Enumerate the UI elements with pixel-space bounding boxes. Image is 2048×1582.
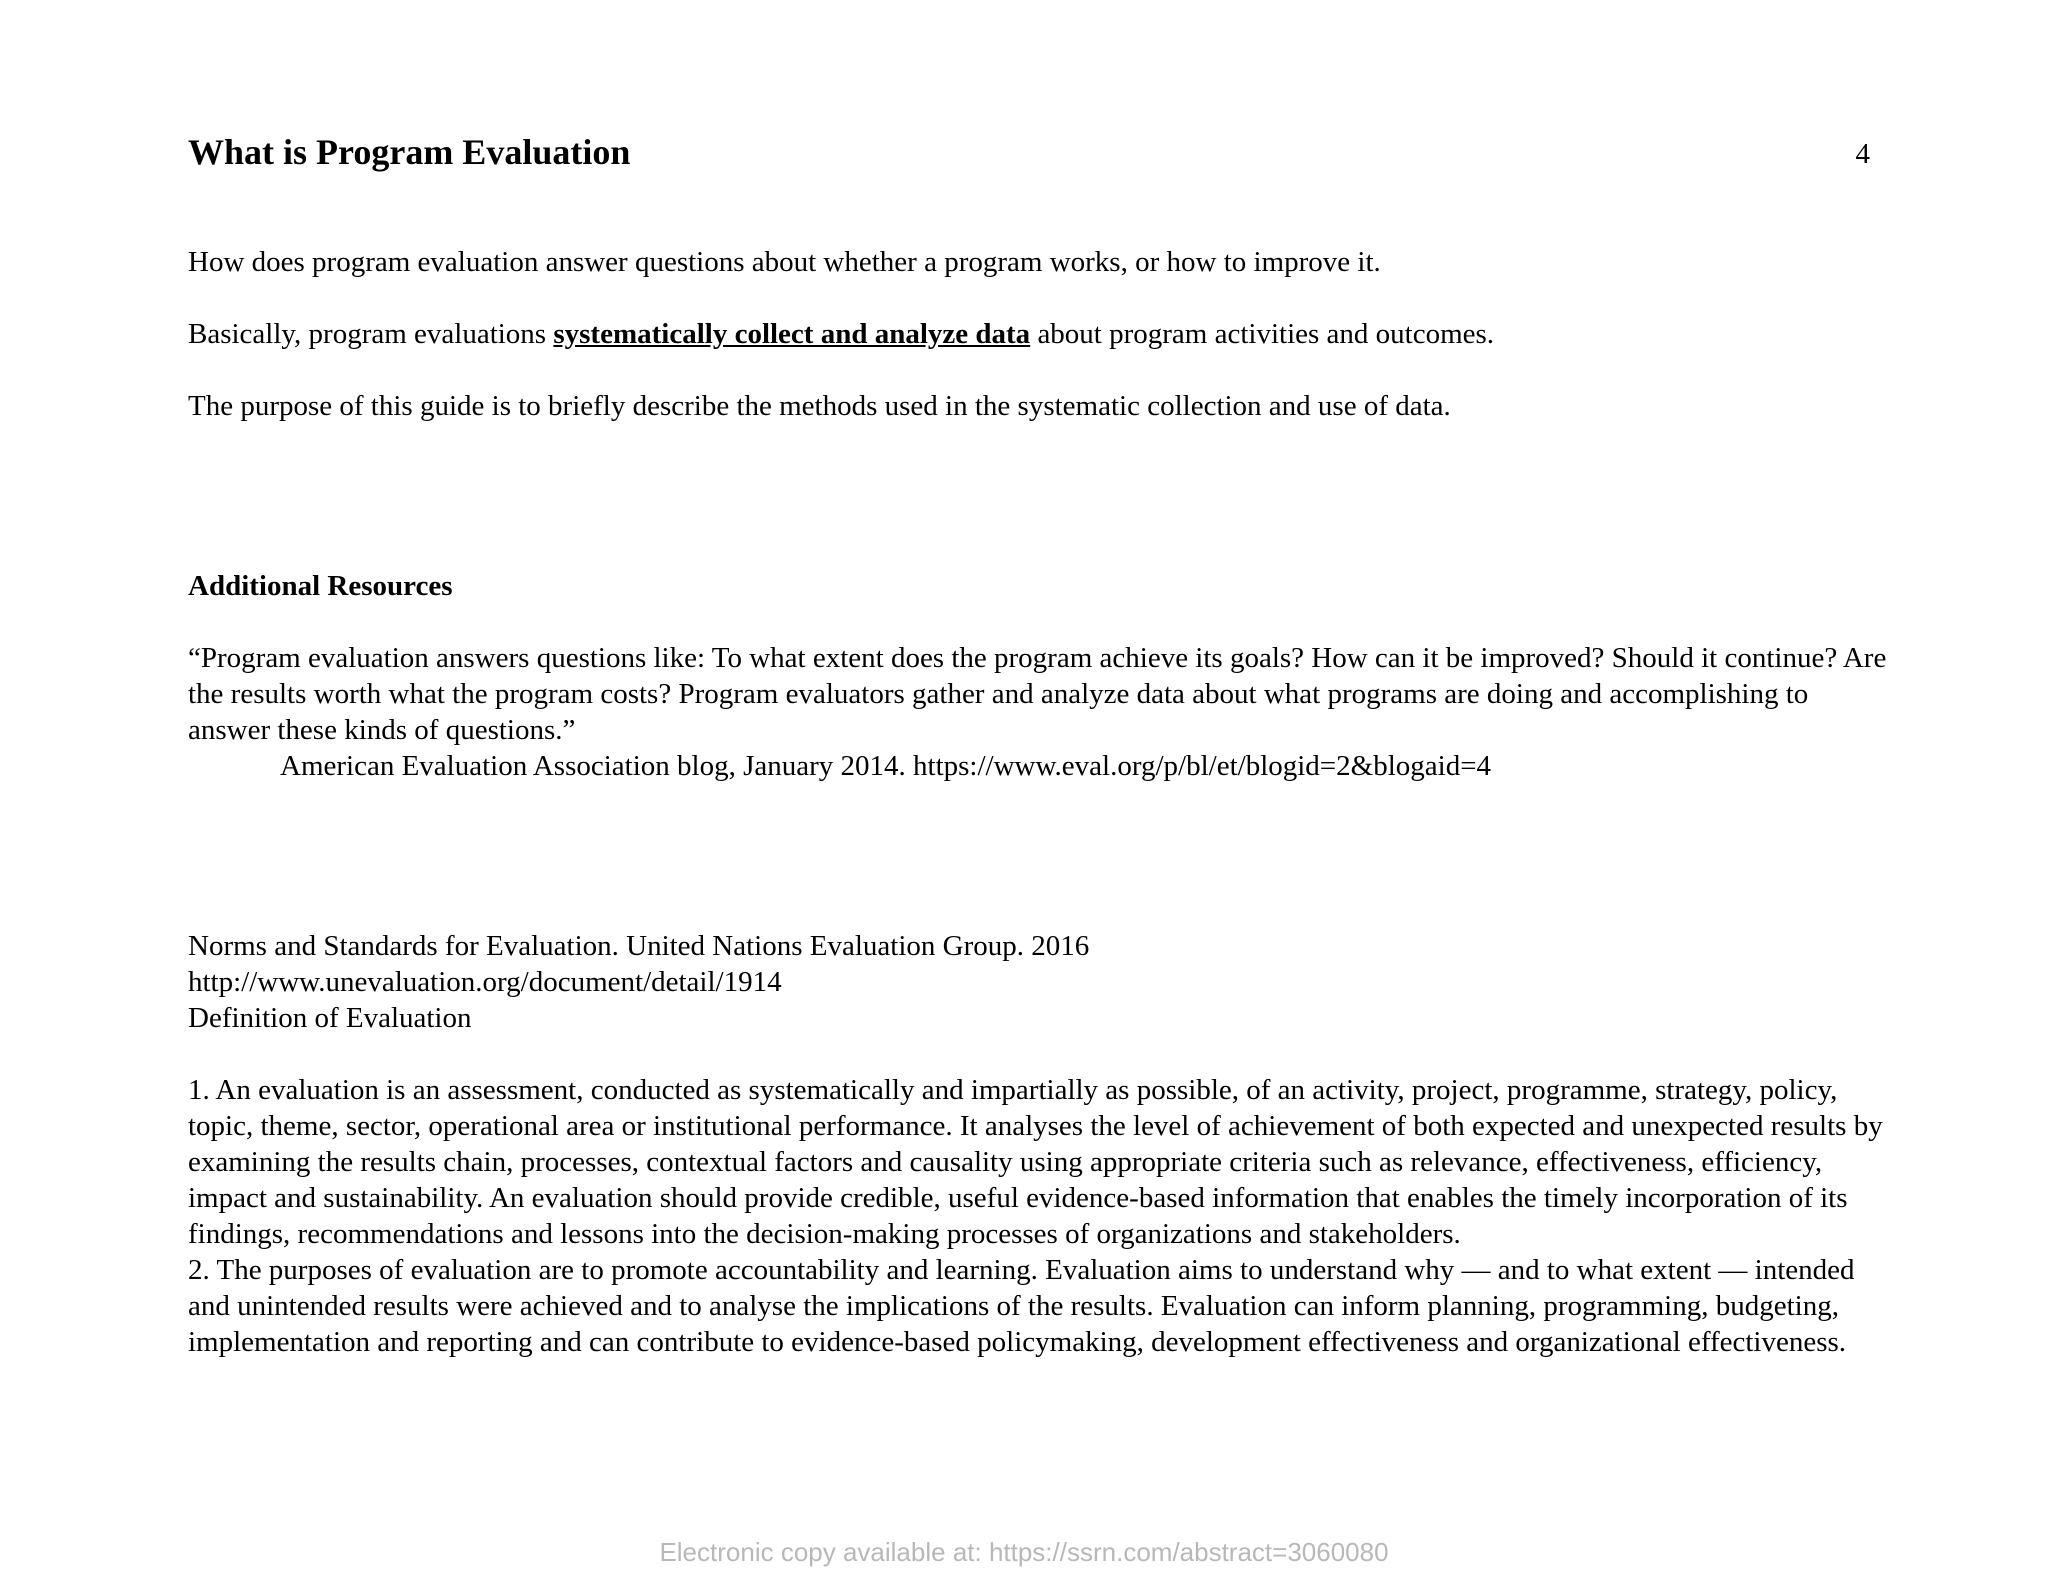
intro-basically: [188, 316, 1888, 352]
aea-quote: “Program evaluation answers questions like: To what extent does the program achieve its goals? How can it be improved? Should it continue? Are the results worth what the program costs? Program evaluators gather and analyze data about what programs are doing and accomplishing to answer these kinds of questions.”: [188, 642, 1887, 746]
aea-citation: American Evaluation Association blog, January 2014. https://www.eval.org/p/bl/et/blogid=2&blogaid=4: [280, 750, 1492, 782]
emphasized-phrase: systematically collect and analyze data: [553, 318, 1031, 350]
document-body: [188, 244, 1888, 1360]
definition-heading: Definition of Evaluation: [188, 1002, 472, 1034]
uneg-reference-url: http://www.unevaluation.org/document/detail/1914: [188, 966, 782, 998]
page-title: What is Program Evaluation: [188, 132, 631, 172]
intro-basically-before: Basically, program evaluations: [188, 318, 554, 350]
ssrn-footer: Electronic copy available at: https://ssrn.com/abstract=3060080: [659, 1537, 1389, 1567]
page-number: 4: [1855, 138, 1870, 170]
intro-question: How does program evaluation answer questions about whether a program works, or how to improve it.: [188, 246, 1381, 278]
resources-heading: Additional Resources: [188, 570, 453, 602]
definition-point-1: 1. An evaluation is an assessment, conducted as systematically and impartially as possible, of an activity, project, programme, strategy, policy, topic, theme, sector, operational area or institutional performance. It analyses the level of achievement of both expected and unexpected results by examining the results chain, processes, contextual factors and causality using appropriate criteria such as relevance, effectiveness, efficiency, impact and sustainability. An evaluation should provide credible, useful evidence-based information that enables the timely incorporation of its findings, recommendations and lessons into the decision-making processes of organizations and stakeholders.: [188, 1074, 1883, 1250]
definition-point-2: 2. The purposes of evaluation are to promote accountability and learning. Evaluation aims to understand why — and to what extent — intended and unintended results were achieved and to analyse the implications of the results. Evaluation can inform planning, programming, budgeting, implementation and reporting and can contribute to evidence-based policymaking, development effectiveness and organizational effectiveness.: [188, 1254, 1855, 1358]
intro-purpose: The purpose of this guide is to briefly describe the methods used in the systematic collection and use of data.: [188, 390, 1451, 422]
intro-basically-after: about program activities and outcomes.: [1030, 318, 1495, 350]
page-header: [188, 130, 1870, 180]
uneg-reference-title: Norms and Standards for Evaluation. United Nations Evaluation Group. 2016: [188, 930, 1090, 962]
